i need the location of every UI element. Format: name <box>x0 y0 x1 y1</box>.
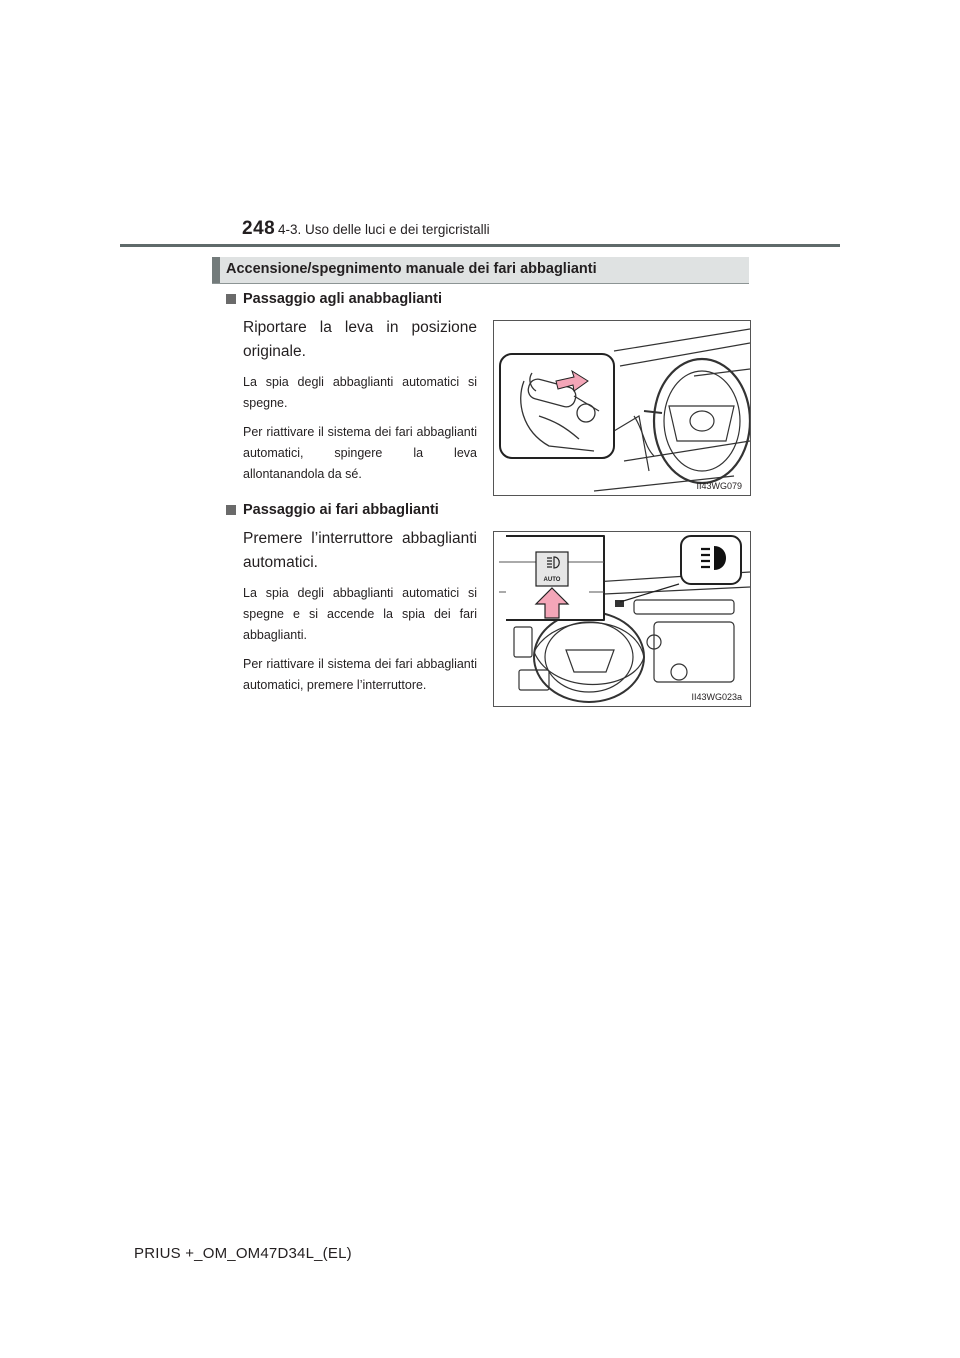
section-title: Accensione/spegnimento manuale dei fari abbaglianti <box>226 261 597 277</box>
instruction: Riportare la leva in posizione originale. <box>243 319 477 360</box>
note: La spia degli abbaglianti automatici si spegne e si accende la spia dei fari abbaglianti. <box>243 586 477 642</box>
figure-switch <box>493 531 751 707</box>
figure-code: II43WG023a <box>691 692 742 702</box>
section-title-bar <box>212 257 749 284</box>
footer: PRIUS +_OM_OM47D34L_(EL) <box>134 1245 352 1262</box>
note: La spia degli abbaglianti automatici si spegne. <box>243 375 477 410</box>
section-marker <box>212 257 220 283</box>
figure-code: II43WG079 <box>696 481 742 491</box>
text-block-low-beam <box>226 291 477 485</box>
figure-lever <box>493 320 751 496</box>
subheading <box>226 291 477 307</box>
subheading-text: Passaggio agli anabbaglianti <box>243 291 443 307</box>
subheading-text: Passaggio ai fari abbaglianti <box>243 502 439 518</box>
chapter-title: 4-3. Uso delle luci e dei tergicristalli <box>278 222 490 237</box>
lever-illustration <box>494 321 750 495</box>
page-number: 248 <box>242 218 276 239</box>
switch-label: AUTO <box>543 577 561 583</box>
header-rule <box>120 244 840 247</box>
text-block-high-beam <box>226 502 477 696</box>
note: Per riattivare il sistema dei fari abbaglianti automatici, spingere la leva allontanandola da sé. <box>243 425 477 481</box>
dashboard-illustration <box>494 532 750 706</box>
square-bullet-icon <box>226 294 236 304</box>
note: Per riattivare il sistema dei fari abbaglianti automatici, premere l’interruttore. <box>243 657 477 692</box>
subheading <box>226 502 477 518</box>
square-bullet-icon <box>226 505 236 515</box>
instruction: Premere l’interruttore abbaglianti automatici. <box>243 530 477 571</box>
